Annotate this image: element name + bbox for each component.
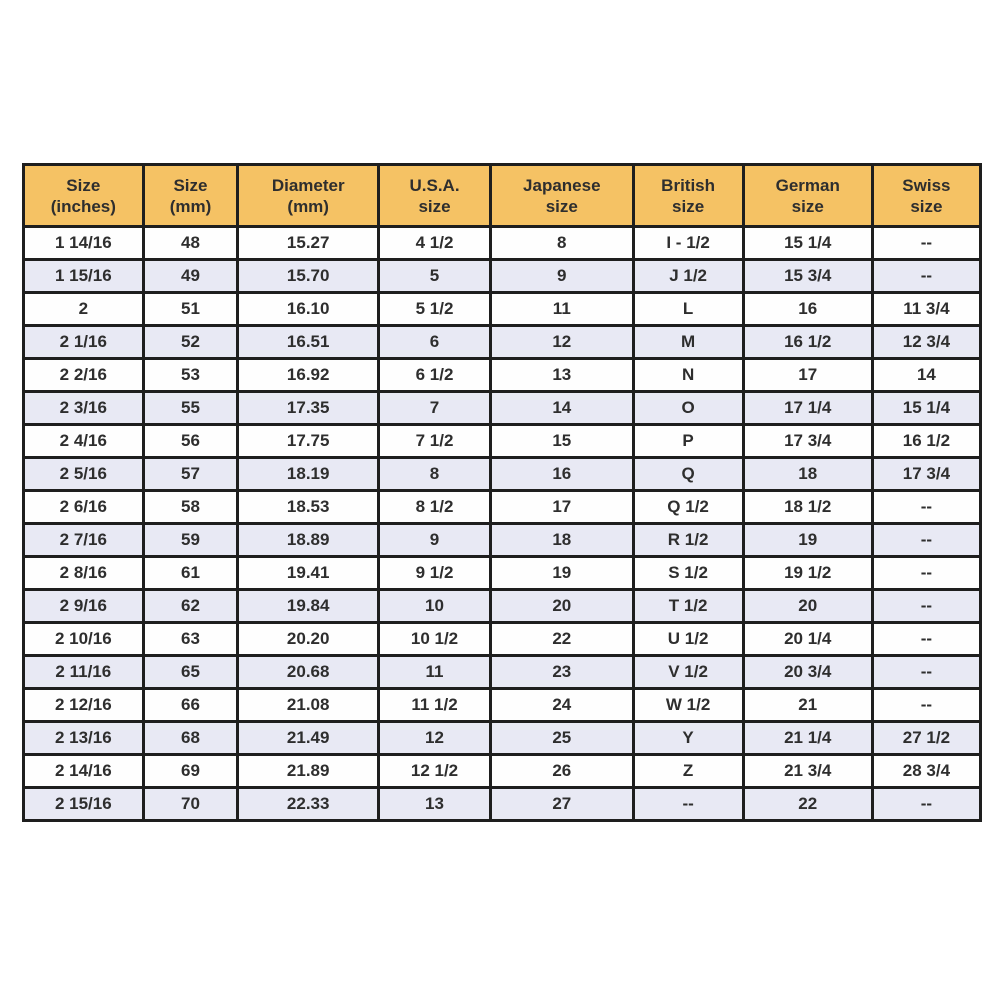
table-cell: -- <box>872 590 980 623</box>
table-row <box>24 656 981 689</box>
header-label-line1: German <box>775 175 840 195</box>
table-cell: M <box>633 326 743 359</box>
table-cell: L <box>633 293 743 326</box>
table-cell: 59 <box>143 524 238 557</box>
table-cell: P <box>633 425 743 458</box>
table-cell: 52 <box>143 326 238 359</box>
table-cell: 27 <box>491 788 634 821</box>
table-cell: -- <box>872 227 980 260</box>
table-cell: 21.89 <box>238 755 379 788</box>
table-cell: 21 1/4 <box>743 722 872 755</box>
table-cell: -- <box>872 689 980 722</box>
table-cell: 11 1/2 <box>379 689 491 722</box>
table-cell: -- <box>872 623 980 656</box>
table-cell: 2 3/16 <box>24 392 144 425</box>
table-cell: 17.75 <box>238 425 379 458</box>
table-cell: S 1/2 <box>633 557 743 590</box>
table-cell: 18.89 <box>238 524 379 557</box>
table-row <box>24 392 981 425</box>
table-cell: O <box>633 392 743 425</box>
table-cell: 2 11/16 <box>24 656 144 689</box>
table-cell: 66 <box>143 689 238 722</box>
table-row <box>24 722 981 755</box>
table-cell: 18 1/2 <box>743 491 872 524</box>
table-cell: 63 <box>143 623 238 656</box>
table-cell: 20 <box>743 590 872 623</box>
table-cell: 17 <box>491 491 634 524</box>
table-cell: 15.27 <box>238 227 379 260</box>
table-cell: 18.19 <box>238 458 379 491</box>
table-row <box>24 788 981 821</box>
table-row <box>24 524 981 557</box>
table-cell: 21 3/4 <box>743 755 872 788</box>
table-cell: 16.92 <box>238 359 379 392</box>
table-cell: 16 <box>491 458 634 491</box>
table-cell: -- <box>872 491 980 524</box>
table-cell: 16 <box>743 293 872 326</box>
table-row <box>24 227 981 260</box>
table-cell: Y <box>633 722 743 755</box>
table-cell: 11 <box>491 293 634 326</box>
table-cell: 28 3/4 <box>872 755 980 788</box>
table-cell: 16 1/2 <box>872 425 980 458</box>
table-cell: 53 <box>143 359 238 392</box>
header-label-line2: size <box>791 196 824 216</box>
table-cell: 14 <box>872 359 980 392</box>
table-cell: 13 <box>491 359 634 392</box>
table-cell: N <box>633 359 743 392</box>
table-cell: 2 4/16 <box>24 425 144 458</box>
table-cell: 2 7/16 <box>24 524 144 557</box>
table-cell: 9 <box>379 524 491 557</box>
table-cell: 8 <box>491 227 634 260</box>
table-row <box>24 458 981 491</box>
table-cell: Z <box>633 755 743 788</box>
table-cell: 2 14/16 <box>24 755 144 788</box>
table-cell: 27 1/2 <box>872 722 980 755</box>
table-cell: 23 <box>491 656 634 689</box>
table-cell: -- <box>633 788 743 821</box>
table-cell: 12 1/2 <box>379 755 491 788</box>
table-cell: 57 <box>143 458 238 491</box>
header-cell <box>872 165 980 227</box>
header-row <box>24 165 981 227</box>
table-cell: 10 1/2 <box>379 623 491 656</box>
table-cell: Q <box>633 458 743 491</box>
table-cell: 19 <box>491 557 634 590</box>
table-row <box>24 260 981 293</box>
table-cell: 49 <box>143 260 238 293</box>
table-cell: J 1/2 <box>633 260 743 293</box>
table-cell: 2 5/16 <box>24 458 144 491</box>
table-row <box>24 755 981 788</box>
table-row <box>24 590 981 623</box>
table-cell: 19 1/2 <box>743 557 872 590</box>
table-cell: 16.51 <box>238 326 379 359</box>
table-cell: 70 <box>143 788 238 821</box>
table-row <box>24 293 981 326</box>
header-label-line1: Size <box>173 175 208 195</box>
table-cell: 20 1/4 <box>743 623 872 656</box>
table-cell: W 1/2 <box>633 689 743 722</box>
header-label-line2: size <box>545 196 578 216</box>
table-cell: 18 <box>491 524 634 557</box>
table-cell: 51 <box>143 293 238 326</box>
header-label-line1: Diameter <box>271 175 345 195</box>
table-cell: 11 3/4 <box>872 293 980 326</box>
header-cell <box>238 165 379 227</box>
table-cell: 1 15/16 <box>24 260 144 293</box>
table-cell: 2 15/16 <box>24 788 144 821</box>
table-cell: 22 <box>743 788 872 821</box>
table-cell: R 1/2 <box>633 524 743 557</box>
header-cell <box>491 165 634 227</box>
table-cell: 22.33 <box>238 788 379 821</box>
table-cell: 7 1/2 <box>379 425 491 458</box>
table-cell: 18.53 <box>238 491 379 524</box>
table-cell: 55 <box>143 392 238 425</box>
table-cell: -- <box>872 524 980 557</box>
header-label-line1: British <box>661 175 716 195</box>
table-cell: 12 <box>379 722 491 755</box>
table-row <box>24 491 981 524</box>
header-label-line2: (inches) <box>50 196 116 216</box>
table-cell: 2 <box>24 293 144 326</box>
table-cell: 15 1/4 <box>743 227 872 260</box>
table-cell: 58 <box>143 491 238 524</box>
table-row <box>24 326 981 359</box>
table-cell: 25 <box>491 722 634 755</box>
table-cell: 2 6/16 <box>24 491 144 524</box>
table-row <box>24 359 981 392</box>
table-cell: 12 3/4 <box>872 326 980 359</box>
table-cell: 13 <box>379 788 491 821</box>
table-cell: 6 1/2 <box>379 359 491 392</box>
table-cell: 62 <box>143 590 238 623</box>
table-cell: 17 3/4 <box>743 425 872 458</box>
table-row <box>24 689 981 722</box>
table-cell: 8 1/2 <box>379 491 491 524</box>
table-cell: 65 <box>143 656 238 689</box>
header-cell <box>379 165 491 227</box>
header-cell <box>24 165 144 227</box>
table-row <box>24 557 981 590</box>
table-cell: 2 8/16 <box>24 557 144 590</box>
table-cell: 8 <box>379 458 491 491</box>
table-cell: 21.49 <box>238 722 379 755</box>
table-cell: 2 1/16 <box>24 326 144 359</box>
table-cell: T 1/2 <box>633 590 743 623</box>
ring-size-conversion-table <box>22 163 982 822</box>
table-cell: -- <box>872 788 980 821</box>
table-cell: 68 <box>143 722 238 755</box>
table-cell: 9 1/2 <box>379 557 491 590</box>
table-cell: 17 1/4 <box>743 392 872 425</box>
table-cell: 15 <box>491 425 634 458</box>
table-cell: -- <box>872 260 980 293</box>
table-cell: 10 <box>379 590 491 623</box>
table-cell: -- <box>872 557 980 590</box>
table-cell: 19 <box>743 524 872 557</box>
table-cell: 17.35 <box>238 392 379 425</box>
table-cell: 56 <box>143 425 238 458</box>
table-cell: 17 <box>743 359 872 392</box>
table-cell: 7 <box>379 392 491 425</box>
table-cell: 20 3/4 <box>743 656 872 689</box>
table-cell: 69 <box>143 755 238 788</box>
header-cell <box>743 165 872 227</box>
header-label-line2: (mm) <box>169 196 212 216</box>
header-label-line2: size <box>672 196 705 216</box>
header-cell <box>143 165 238 227</box>
table-row <box>24 425 981 458</box>
table-cell: 24 <box>491 689 634 722</box>
table-cell: V 1/2 <box>633 656 743 689</box>
table-cell: 15.70 <box>238 260 379 293</box>
table-cell: 20.20 <box>238 623 379 656</box>
header-label-line1: U.S.A. <box>409 175 460 195</box>
table-cell: 9 <box>491 260 634 293</box>
table-cell: 21 <box>743 689 872 722</box>
table-body <box>24 227 981 821</box>
header-label-line1: Swiss <box>902 175 951 195</box>
table-cell: 21.08 <box>238 689 379 722</box>
table-cell: 20 <box>491 590 634 623</box>
table-row <box>24 623 981 656</box>
table-cell: 26 <box>491 755 634 788</box>
table-cell: 2 9/16 <box>24 590 144 623</box>
table-cell: 5 1/2 <box>379 293 491 326</box>
table-cell: Q 1/2 <box>633 491 743 524</box>
table-cell: 2 10/16 <box>24 623 144 656</box>
table-cell: 61 <box>143 557 238 590</box>
table-cell: U 1/2 <box>633 623 743 656</box>
ring-size-chart-container <box>22 163 982 822</box>
table-cell: 2 2/16 <box>24 359 144 392</box>
table-cell: 14 <box>491 392 634 425</box>
table-cell: 2 12/16 <box>24 689 144 722</box>
table-cell: 18 <box>743 458 872 491</box>
table-cell: 12 <box>491 326 634 359</box>
table-cell: 16.10 <box>238 293 379 326</box>
table-cell: 11 <box>379 656 491 689</box>
table-cell: 22 <box>491 623 634 656</box>
table-cell: 15 3/4 <box>743 260 872 293</box>
table-cell: 19.41 <box>238 557 379 590</box>
table-cell: 19.84 <box>238 590 379 623</box>
table-cell: -- <box>872 656 980 689</box>
header-label-line1: Japanese <box>523 175 601 195</box>
table-cell: 5 <box>379 260 491 293</box>
table-cell: I - 1/2 <box>633 227 743 260</box>
header-cell <box>633 165 743 227</box>
table-cell: 16 1/2 <box>743 326 872 359</box>
header-label-line2: (mm) <box>287 196 329 216</box>
table-cell: 20.68 <box>238 656 379 689</box>
table-cell: 15 1/4 <box>872 392 980 425</box>
table-cell: 6 <box>379 326 491 359</box>
table-cell: 48 <box>143 227 238 260</box>
table-cell: 1 14/16 <box>24 227 144 260</box>
header-label-line2: size <box>418 196 451 216</box>
table-cell: 17 3/4 <box>872 458 980 491</box>
table-cell: 2 13/16 <box>24 722 144 755</box>
header-label-line1: Size <box>66 175 101 195</box>
header-label-line2: size <box>910 196 943 216</box>
table-cell: 4 1/2 <box>379 227 491 260</box>
